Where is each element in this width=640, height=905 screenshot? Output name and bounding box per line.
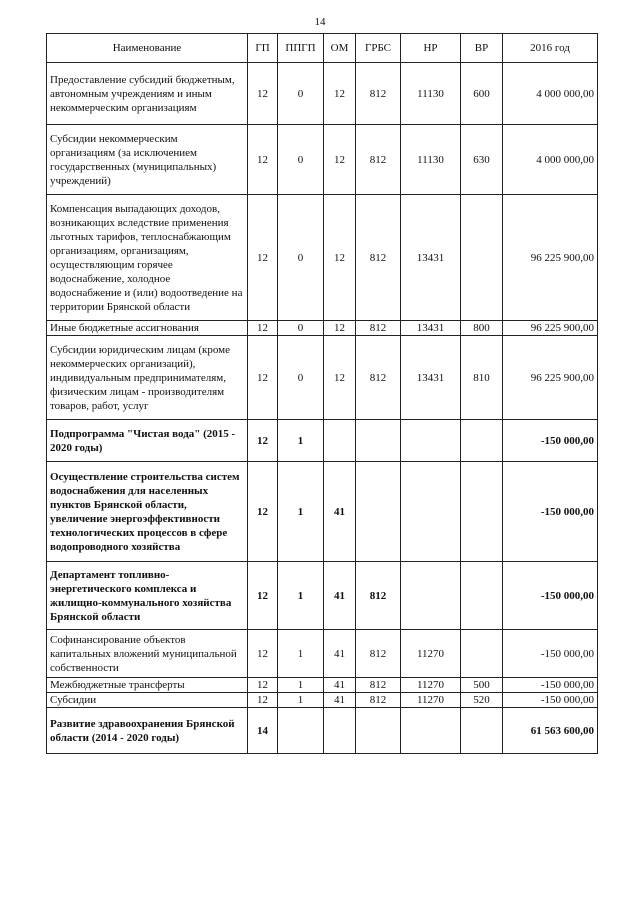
row-np xyxy=(401,562,461,630)
table-row xyxy=(47,420,598,462)
row-np: 13431 xyxy=(401,336,461,420)
row-vr: 500 xyxy=(461,678,503,693)
row-name: Иные бюджетные ассигнования xyxy=(47,321,248,336)
row-ppgp: 1 xyxy=(278,693,324,708)
header-gp: ГП xyxy=(248,34,278,63)
row-ppgp: 1 xyxy=(278,678,324,693)
row-om: 41 xyxy=(324,630,356,678)
row-gp: 12 xyxy=(248,336,278,420)
row-vr xyxy=(461,562,503,630)
row-np: 11130 xyxy=(401,125,461,195)
header-vr: ВР xyxy=(461,34,503,63)
row-vr: 600 xyxy=(461,63,503,125)
header-ppgp: ППГП xyxy=(278,34,324,63)
row-np: 13431 xyxy=(401,321,461,336)
table-row xyxy=(47,708,598,754)
table-row xyxy=(47,125,598,195)
header-name: Наименование xyxy=(47,34,248,63)
row-ppgp: 0 xyxy=(278,63,324,125)
row-om: 12 xyxy=(324,125,356,195)
row-amount: 96 225 900,00 xyxy=(503,336,598,420)
table-row xyxy=(47,336,598,420)
row-vr: 800 xyxy=(461,321,503,336)
row-grbs xyxy=(356,708,401,754)
row-amount: 4 000 000,00 xyxy=(503,125,598,195)
header-np: НР xyxy=(401,34,461,63)
row-grbs xyxy=(356,420,401,462)
row-vr: 630 xyxy=(461,125,503,195)
row-ppgp: 1 xyxy=(278,630,324,678)
row-name: Субсидии юридическим лицам (кроме некоммерческих организаций), индивидуальным предпринимателям, физическим лицам - производителям товаров, работ, услуг xyxy=(47,336,248,420)
row-amount: 4 000 000,00 xyxy=(503,63,598,125)
table-row xyxy=(47,693,598,708)
row-vr xyxy=(461,195,503,321)
table-row xyxy=(47,195,598,321)
row-vr xyxy=(461,708,503,754)
row-np: 11270 xyxy=(401,630,461,678)
row-gp: 12 xyxy=(248,562,278,630)
row-name: Развитие здравоохранения Брянской области (2014 - 2020 годы) xyxy=(47,708,248,754)
row-np: 11270 xyxy=(401,678,461,693)
row-om: 41 xyxy=(324,462,356,562)
header-year: 2016 год xyxy=(503,34,598,63)
row-np xyxy=(401,462,461,562)
row-om: 12 xyxy=(324,321,356,336)
row-name: Департамент топливно-энергетического комплекса и жилищно-коммунального хозяйства Брянской области xyxy=(47,562,248,630)
row-om: 12 xyxy=(324,63,356,125)
row-np xyxy=(401,420,461,462)
row-om: 12 xyxy=(324,195,356,321)
row-gp: 12 xyxy=(248,420,278,462)
row-name: Межбюджетные трансферты xyxy=(47,678,248,693)
row-amount: -150 000,00 xyxy=(503,630,598,678)
header-om: ОМ xyxy=(324,34,356,63)
table-row xyxy=(47,678,598,693)
row-ppgp: 1 xyxy=(278,420,324,462)
row-grbs: 812 xyxy=(356,125,401,195)
row-amount: -150 000,00 xyxy=(503,462,598,562)
row-grbs: 812 xyxy=(356,336,401,420)
row-gp: 12 xyxy=(248,630,278,678)
row-grbs: 812 xyxy=(356,678,401,693)
row-grbs: 812 xyxy=(356,630,401,678)
row-ppgp: 0 xyxy=(278,321,324,336)
row-om: 41 xyxy=(324,693,356,708)
row-vr xyxy=(461,420,503,462)
row-grbs: 812 xyxy=(356,195,401,321)
row-om xyxy=(324,708,356,754)
row-gp: 12 xyxy=(248,462,278,562)
table-row xyxy=(47,562,598,630)
row-grbs: 812 xyxy=(356,63,401,125)
row-gp: 12 xyxy=(248,693,278,708)
budget-table xyxy=(46,33,598,754)
page-number: 14 xyxy=(314,16,326,28)
row-name: Субсидии некоммерческим организациям (за исключением государственных (муниципальных) учреждений) xyxy=(47,125,248,195)
row-np: 11270 xyxy=(401,693,461,708)
table-row xyxy=(47,630,598,678)
row-amount: -150 000,00 xyxy=(503,420,598,462)
table-header-row xyxy=(47,34,598,63)
row-name: Субсидии xyxy=(47,693,248,708)
row-amount: -150 000,00 xyxy=(503,678,598,693)
table-row xyxy=(47,462,598,562)
row-gp: 12 xyxy=(248,321,278,336)
row-ppgp: 0 xyxy=(278,195,324,321)
row-ppgp: 0 xyxy=(278,125,324,195)
row-vr: 810 xyxy=(461,336,503,420)
row-amount: 96 225 900,00 xyxy=(503,321,598,336)
row-name: Компенсация выпадающих доходов, возникающих вследствие применения льготных тарифов, теплоснабжающим организациям, организациям, осуществляющим горячее водоснабжение, холодное водоснабжение и (или) водоотведение на территории Брянской области xyxy=(47,195,248,321)
row-vr xyxy=(461,630,503,678)
row-name: Предоставление субсидий бюджетным, автономным учреждениям и иным некоммерческим организациям xyxy=(47,63,248,125)
row-name: Софинансирование объектов капитальных вложений муниципальной собственности xyxy=(47,630,248,678)
row-np: 11130 xyxy=(401,63,461,125)
row-amount: -150 000,00 xyxy=(503,693,598,708)
row-vr: 520 xyxy=(461,693,503,708)
row-amount: 96 225 900,00 xyxy=(503,195,598,321)
row-ppgp xyxy=(278,708,324,754)
row-ppgp: 0 xyxy=(278,336,324,420)
row-vr xyxy=(461,462,503,562)
row-gp: 12 xyxy=(248,678,278,693)
row-gp: 12 xyxy=(248,195,278,321)
row-name: Подпрограмма "Чистая вода" (2015 - 2020 годы) xyxy=(47,420,248,462)
table-row xyxy=(47,321,598,336)
row-om: 12 xyxy=(324,336,356,420)
row-name: Осуществление строительства систем водоснабжения для населенных пунктов Брянской области, увеличение энергоэффективности технологических процессов в сфере водопроводного хозяйства xyxy=(47,462,248,562)
table-row xyxy=(47,63,598,125)
row-gp: 12 xyxy=(248,63,278,125)
row-ppgp: 1 xyxy=(278,462,324,562)
row-np xyxy=(401,708,461,754)
row-om xyxy=(324,420,356,462)
row-amount: 61 563 600,00 xyxy=(503,708,598,754)
row-om: 41 xyxy=(324,562,356,630)
row-np: 13431 xyxy=(401,195,461,321)
row-gp: 14 xyxy=(248,708,278,754)
row-grbs xyxy=(356,462,401,562)
row-gp: 12 xyxy=(248,125,278,195)
row-amount: -150 000,00 xyxy=(503,562,598,630)
row-ppgp: 1 xyxy=(278,562,324,630)
header-grbs: ГРБС xyxy=(356,34,401,63)
row-om: 41 xyxy=(324,678,356,693)
row-grbs: 812 xyxy=(356,562,401,630)
row-grbs: 812 xyxy=(356,693,401,708)
row-grbs: 812 xyxy=(356,321,401,336)
